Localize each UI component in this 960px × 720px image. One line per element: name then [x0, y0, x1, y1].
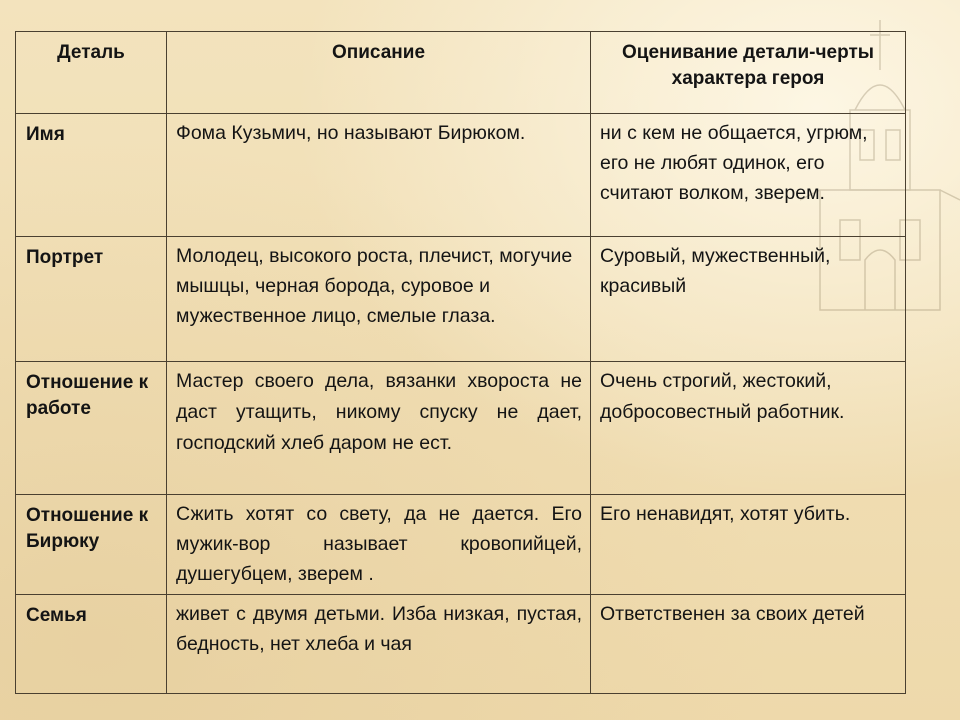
header-detail: Деталь [16, 32, 167, 114]
row-work-description: Мастер своего дела, вязанки хвороста не даст утащить, никому спуску не дает, господский хлеб даром не ест. [167, 362, 591, 495]
table-row [16, 362, 906, 495]
row-name-evaluation: ни с кем не общается, угрюм, его не любят одинок, его считают волком, зверем. [591, 114, 906, 237]
header-evaluation: Оценивание детали-черты характера героя [591, 32, 906, 114]
row-attitude-description: Сжить хотят со свету, да не дается. Его мужик-вор называет кровопийцей, душегубцем, зверем . [167, 495, 591, 595]
row-name-description: Фома Кузьмич, но называют Бирюком. [167, 114, 591, 237]
row-work-evaluation: Очень строгий, жестокий, добросовестный работник. [591, 362, 906, 495]
row-name-detail: Имя [16, 114, 167, 237]
row-work-detail: Отношение к работе [16, 362, 167, 495]
row-attitude-evaluation: Его ненавидят, хотят убить. [591, 495, 906, 595]
row-portrait-description: Молодец, высокого роста, плечист, могучие мышцы, черная борода, суровое и мужественное лицо, смелые глаза. [167, 237, 591, 362]
row-portrait-evaluation: Суровый, мужественный, красивый [591, 237, 906, 362]
row-family-description: живет с двумя детьми. Изба низкая, пустая, бедность, нет хлеба и чая [167, 595, 591, 694]
row-attitude-detail: Отношение к Бирюку [16, 495, 167, 595]
table-header-row [16, 32, 906, 114]
table-row [16, 595, 906, 694]
character-details-table [15, 31, 906, 694]
table-row [16, 114, 906, 237]
header-description: Описание [167, 32, 591, 114]
row-family-detail: Семья [16, 595, 167, 694]
row-portrait-detail: Портрет [16, 237, 167, 362]
row-family-evaluation: Ответственен за своих детей [591, 595, 906, 694]
table-row [16, 495, 906, 595]
table-row [16, 237, 906, 362]
